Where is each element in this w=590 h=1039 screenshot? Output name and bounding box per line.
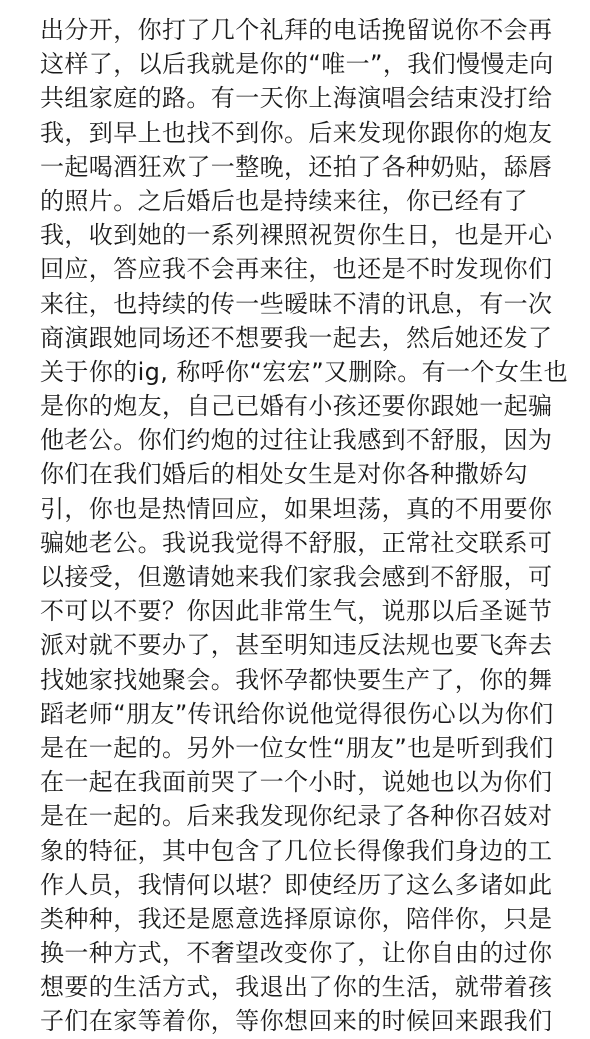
- article-text: [40, 13, 569, 1036]
- text-line: 来往，也持续的传一些暧昧不清的讯息，有一次: [40, 289, 553, 318]
- text-line: 关于你的ig, 称呼你“宏宏”又删除。有一个女生也: [40, 357, 569, 386]
- text-line: 作人员，我情何以堪？即使经历了这么多诸如此: [40, 870, 553, 899]
- text-line: 找她家找她聚会。我怀孕都快要生产了，你的舞: [40, 665, 553, 694]
- text-line: 你们在我们婚后的相处女生是对你各种撒娇勾: [40, 460, 528, 489]
- text-line: 回应，答应我不会再来往，也还是不时发现你们: [40, 255, 553, 284]
- text-line: 换一种方式，不奢望改变你了，让你自由的过你: [40, 939, 553, 968]
- text-line-partial: 子们在家等着你，等你想回来的时候回来跟我们: [40, 1007, 553, 1036]
- text-line: 类种种，我还是愿意选择原谅你，陪伴你，只是: [40, 904, 553, 933]
- text-line: 蹈老师“朋友”传讯给你说他觉得很伤心以为你们: [40, 699, 554, 728]
- text-line: 派对就不要办了，甚至明知违反法规也要飞奔去: [40, 631, 553, 660]
- text-line: 一起喝酒狂欢了一整晚，还拍了各种奶贴，舔唇: [40, 152, 553, 181]
- text-line: 引，你也是热情回应，如果坦荡，真的不用要你: [40, 494, 553, 523]
- text-line: 这样了，以后我就是你的“唯一”，我们慢慢走向: [40, 50, 554, 79]
- text-line: 他老公。你们约炮的过往让我感到不舒服，因为: [40, 426, 553, 455]
- text-line: 象的特征，其中包含了几位长得像我们身边的工: [40, 836, 553, 865]
- text-line: 我，收到她的一系列裸照祝贺你生日，也是开心: [40, 221, 553, 250]
- text-line: 骗她老公。我说我觉得不舒服，正常社交联系可: [40, 528, 553, 557]
- text-line: 的照片。之后婚后也是持续来往，你已经有了: [40, 186, 528, 215]
- text-line: 以接受，但邀请她来我们家我会感到不舒服，可: [40, 563, 553, 591]
- text-line: 在一起在我面前哭了一个小时，说她也以为你们: [40, 768, 553, 797]
- text-line: 是在一起的。另外一位女性“朋友”也是听到我们: [40, 733, 554, 762]
- text-line: 想要的生活方式，我退出了你的生活，就带着孩: [40, 973, 553, 1002]
- text-line: 是你的炮友，自己已婚有小孩还要你跟她一起骗: [40, 392, 553, 421]
- text-line: 不可以不要？你因此非常生气，说那以后圣诞节: [40, 597, 553, 626]
- text-line: 我，到早上也找不到你。后来发现你跟你的炮友: [40, 118, 553, 147]
- text-line: 商演跟她同场还不想要我一起去，然后她还发了: [40, 323, 553, 352]
- text-line: 共组家庭的路。有一天你上海演唱会结束没打给: [40, 84, 553, 113]
- text-line: 是在一起的。后来我发现你纪录了各种你召妓对: [40, 802, 553, 831]
- text-line: 出分开，你打了几个礼拜的电话挽留说你不会再: [40, 16, 553, 44]
